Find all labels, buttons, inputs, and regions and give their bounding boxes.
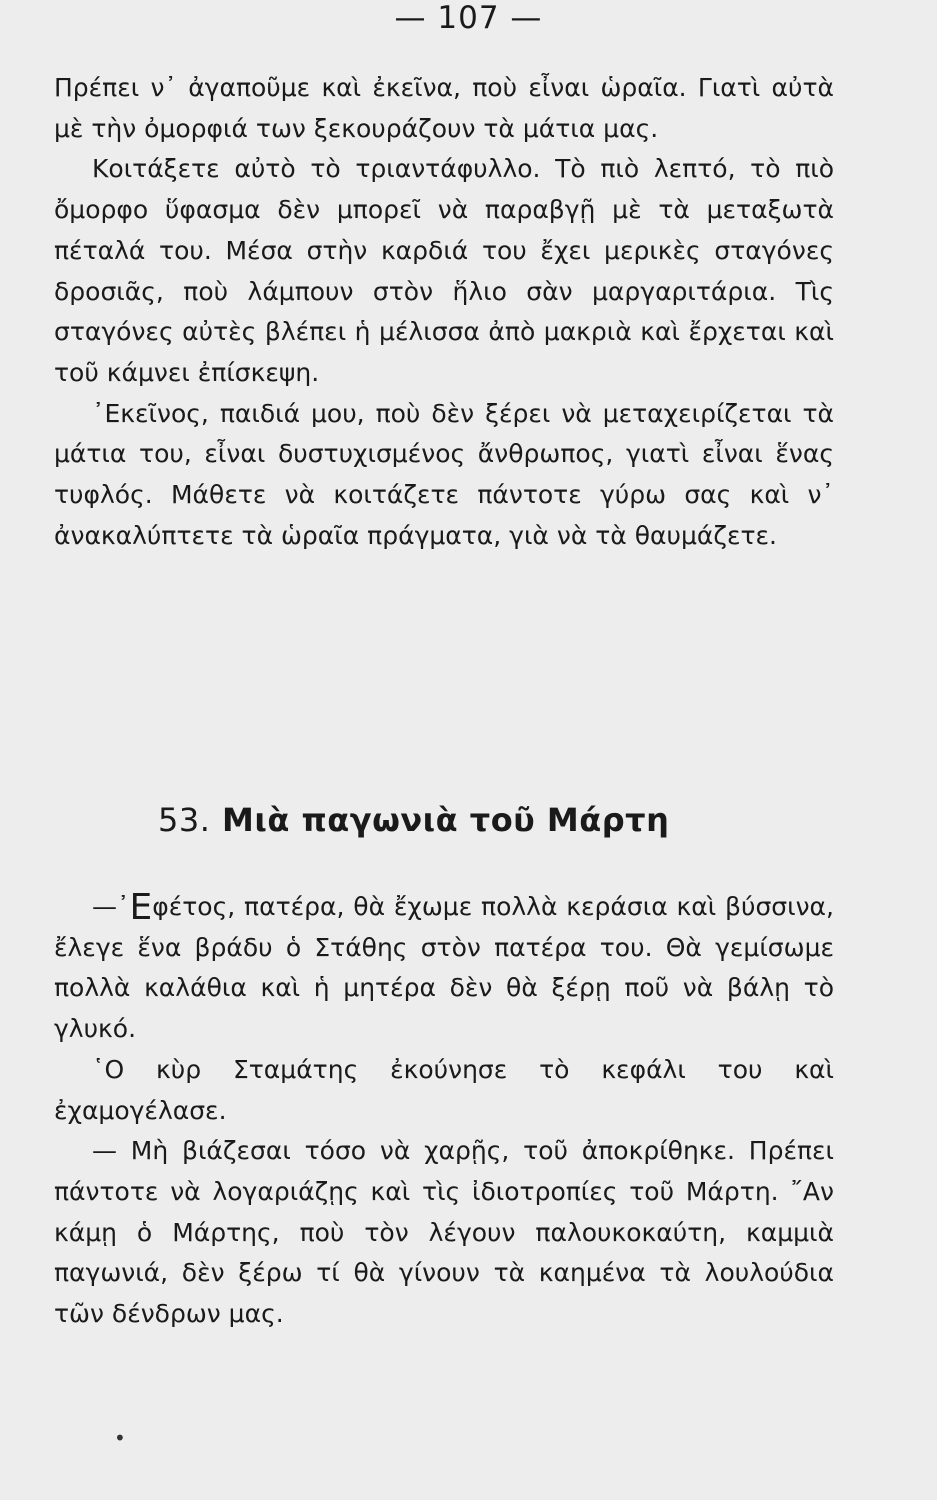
section-title: Μιὰ παγωνιὰ τοῦ Μάρτη	[222, 801, 670, 839]
paragraph: Κοιτάξετε αὐτὸ τὸ τριαντάφυλλο. Τὸ πιὸ λεπτό, τὸ πιὸ ὄμορφο ὕφασμα δὲν μπορεῖ νὰ παραβγῇ μὲ τὰ μεταξωτὰ πέταλά του. Μέσα στὴν καρδιά του ἔχει μερικὲς σταγόνες δροσιᾶς, ποὺ λάμπουν στὸν ἥλιο σὰν μαργαριτάρια. Τὶς σταγόνες αὐτὲς βλέπει ἡ μέλισσα ἀπὸ μακριὰ καὶ ἔρχεται καὶ τοῦ κάμνει ἐπίσκεψη.	[54, 154, 834, 387]
paragraph: ᾽Εκεῖνος, παιδιά μου, ποὺ δὲν ξέρει νὰ μεταχειρίζεται τὰ μάτια του, εἶναι δυστυχισμένος ἄνθρωπος, γιατὶ εἶναι ἕνας τυφλός. Μάθετε νὰ κοιτάζετε πάντοτε γύρω σας καὶ ν᾽ ἀνακαλύπτετε τὰ ὡραῖα πράγματα, γιὰ νὰ τὰ θαυμάζετε.	[54, 398, 834, 550]
paragraph-rest: φέτος, πατέρα, θὰ ἔχωμε πολλὰ κεράσια καὶ βύσσινα, ἔλεγε ἕνα βράδυ ὁ Στάθης στὸν πατέρα του. Θὰ γεμίσωμε πολλὰ καλάθια καὶ ἡ μητέρα δὲν θὰ ξέρῃ ποῦ νὰ βάλῃ τὸ γλυκό.	[54, 892, 834, 1044]
page-number: — 107 —	[394, 0, 543, 36]
drop-cap: Ε	[129, 887, 153, 928]
paragraph: Πρέπει ν᾽ ἀγαποῦμε καὶ ἐκεῖνα, ποὺ εἶναι ὡραῖα. Γιατὶ αὐτὰ μὲ τὴν ὀμορφιά των ξεκουράζουν τὰ μάτια μας.	[54, 73, 834, 143]
paragraph	[54, 887, 834, 1050]
section-1-text	[54, 68, 834, 556]
paragraph: — Μὴ βιάζεσαι τόσο νὰ χαρῇς, τοῦ ἀποκρίθηκε. Πρέπει πάντοτε νὰ λογαριάζῃς καὶ τὶς ἰδιοτροπίες τοῦ Μάρτη. ῎Αν κάμῃ ὁ Μάρτης, ποὺ τὸν λέγουν παλουκοκαύτη, καμμιὰ παγωνιά, δὲν ξέρω τί θὰ γίνουν τὰ καημένα τὰ λουλούδια τῶν δένδρων μας.	[54, 1136, 834, 1329]
section-2-text	[54, 887, 834, 1335]
ink-mark: •	[114, 1426, 126, 1450]
section-heading	[158, 800, 858, 840]
section-number: 53.	[158, 801, 211, 839]
dialogue-dash: —᾽	[92, 892, 130, 921]
paragraph: ῾Ο κὺρ Σταμάτης ἐκούνησε τὸ κεφάλι του καὶ ἐχαμογέλασε.	[54, 1054, 834, 1125]
